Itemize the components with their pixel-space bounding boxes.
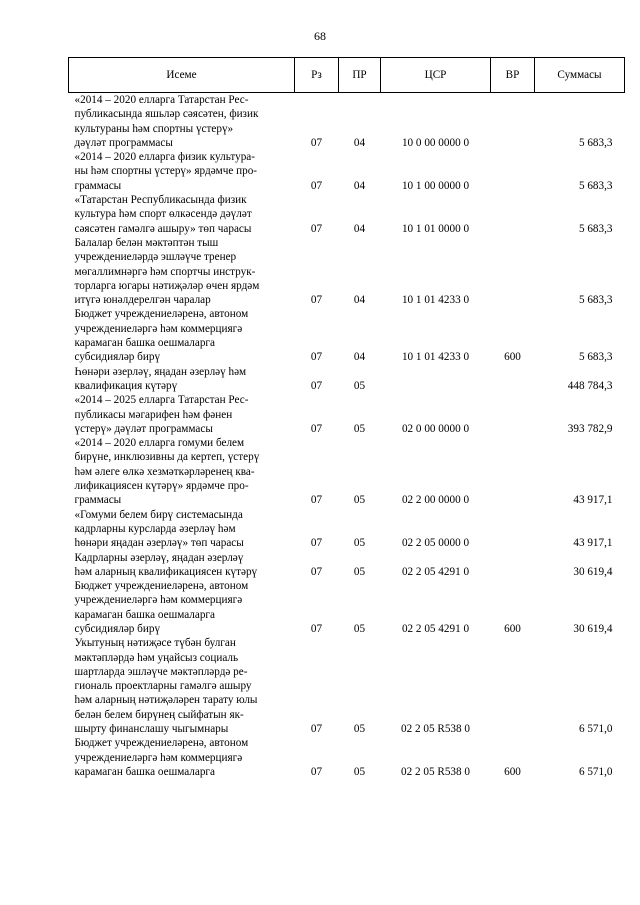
row-name-line: учреждениеләргә һәм коммерциягә [74, 594, 243, 607]
row-name [69, 93, 295, 151]
table-row [69, 236, 625, 307]
row-csr: 02 2 05 4291 0 [401, 565, 470, 578]
row-sum: 43 917,1 [573, 494, 613, 507]
header-sum: Суммасы [535, 58, 625, 93]
row-name-line: шырту финанслашу чыгымнары [74, 723, 229, 736]
row-csr: 02 2 05 4291 0 [401, 622, 470, 635]
table-header [69, 58, 625, 93]
row-name [69, 307, 295, 364]
row-name-line: торларга югары нәтиҗәләр өчен ярдәм [74, 279, 260, 292]
row-vr [491, 236, 535, 307]
header-vr: ВР [491, 58, 535, 93]
row-name-line: публикасы мәгарифен һәм фәнен [74, 408, 233, 421]
row-name [69, 636, 295, 736]
row-vr [491, 93, 535, 151]
table-row [69, 736, 625, 779]
row-vr [491, 551, 535, 580]
row-vr: 600 [504, 765, 521, 778]
row-sum: 43 917,1 [573, 537, 613, 550]
row-name [69, 393, 295, 436]
row-pr: 05 [353, 723, 366, 736]
row-name-line: сәясәтен гамәлгә ашыру» төп чарасы [74, 222, 252, 235]
row-sum: 30 619,4 [573, 565, 613, 578]
row-rz: 07 [310, 179, 323, 192]
row-sum: 5 683,3 [578, 136, 613, 149]
row-name-line: кадрларны курсларда әзерләү һәм [74, 522, 236, 535]
row-name-line: учреждениеләргә һәм коммерциягә [74, 322, 243, 335]
row-csr: 10 1 00 0000 0 [401, 179, 470, 192]
row-sum: 5 683,3 [578, 351, 613, 364]
row-pr: 05 [353, 422, 366, 435]
row-sum: 5 683,3 [578, 294, 613, 307]
row-rz: 07 [310, 537, 323, 550]
row-name-line: шартларда эшләүче мәктәпләрдә ре- [74, 665, 248, 678]
row-name-line: квалификация күтәрү [74, 379, 178, 392]
table-row [69, 93, 625, 151]
header-rz: Рз [295, 58, 339, 93]
row-pr: 04 [353, 294, 366, 307]
row-csr: 10 1 01 4233 0 [401, 351, 470, 364]
table-row [69, 307, 625, 364]
row-name-line: Бюджет учреждениеләренә, автоном [74, 308, 249, 321]
budget-table [68, 57, 625, 779]
table-row [69, 636, 625, 736]
row-name-line: һәм әлеге өлкә хезмәткәрләренең ква- [74, 465, 255, 478]
row-name-line: Бюджет учреждениеләренә, автоном [74, 580, 249, 593]
row-sum: 393 782,9 [567, 422, 613, 435]
row-name-line: гиональ проектларны гамәлгә ашыру [74, 680, 252, 693]
row-pr: 05 [353, 494, 366, 507]
row-name [69, 150, 295, 193]
row-name-line: граммасы [74, 494, 122, 507]
row-vr: 600 [504, 351, 521, 364]
table-row [69, 579, 625, 636]
row-csr [381, 365, 491, 394]
row-name-line: карамаган башка оешмаларга [74, 765, 215, 778]
table-row [69, 436, 625, 507]
row-rz: 07 [310, 422, 323, 435]
row-vr [491, 393, 535, 436]
row-name-line: Балалар белән мәктәптән тыш [74, 236, 219, 249]
row-vr [491, 636, 535, 736]
row-name-line: учреждениеләрдә эшләүче тренер [74, 251, 237, 264]
row-csr: 02 2 00 0000 0 [401, 494, 470, 507]
row-name [69, 551, 295, 580]
row-rz: 07 [310, 351, 323, 364]
row-csr: 10 0 00 0000 0 [401, 136, 470, 149]
table-row [69, 393, 625, 436]
row-name-line: «Гомуми белем бирү системасында [74, 508, 243, 521]
row-name-line: граммасы [74, 179, 122, 192]
row-csr: 10 1 01 4233 0 [401, 294, 470, 307]
row-vr [491, 193, 535, 236]
row-name-line: итүгә юнәлдерелгән чаралар [74, 294, 211, 307]
row-rz: 07 [310, 294, 323, 307]
row-name-line: учреждениеләргә һәм коммерциягә [74, 751, 243, 764]
row-name-line: культураны һәм спортны үстерү» [74, 122, 234, 135]
row-name-line: «2014 – 2020 елларга Татарстан Рес- [74, 94, 249, 106]
row-vr [491, 150, 535, 193]
row-name-line: «Татарстан Республикасында физик [74, 194, 247, 207]
row-name [69, 736, 295, 779]
row-sum: 30 619,4 [573, 622, 613, 635]
row-name-line: лификациясен күтәрү» ярдәмче про- [74, 480, 249, 493]
row-pr: 05 [353, 565, 366, 578]
row-sum: 5 683,3 [578, 179, 613, 192]
header-pr: ПР [339, 58, 381, 93]
row-name-line: үстерү» дәүләт программасы [74, 422, 213, 435]
row-name [69, 365, 295, 394]
row-name-line: субсидияләр бирү [74, 622, 161, 635]
row-rz: 07 [310, 136, 323, 149]
row-pr: 05 [353, 537, 366, 550]
row-name-line: «2014 – 2020 елларга гомуми белем [74, 437, 245, 450]
row-sum: 448 784,3 [567, 379, 613, 392]
table-row [69, 193, 625, 236]
row-name-line: субсидияләр бирү [74, 351, 161, 364]
row-name-line: Кадрларны әзерләү, яңадан әзерләү [74, 551, 244, 564]
row-name [69, 508, 295, 551]
header-csr: ЦСР [381, 58, 491, 93]
row-name-line: мөгаллимнәргә һәм спортчы инструк- [74, 265, 256, 278]
row-pr: 04 [353, 136, 366, 149]
row-name-line: Һөнәри әзерләү, яңадан әзерләү һәм [74, 365, 247, 378]
row-csr: 02 2 05 0000 0 [401, 537, 470, 550]
row-name-line: ны һәм спортны үстерү» ярдәмче про- [74, 165, 258, 178]
row-vr [491, 436, 535, 507]
row-rz: 07 [310, 622, 323, 635]
row-name [69, 579, 295, 636]
row-name-line: Укытуның нәтиҗәсе түбән булган [74, 637, 236, 650]
table-row [69, 365, 625, 394]
row-pr: 05 [353, 379, 366, 392]
row-name-line: публикасында яшьләр сәясәтен, физик [74, 108, 259, 121]
row-name-line: карамаган башка оешмаларга [74, 608, 215, 621]
row-name-line: Бюджет учреждениеләренә, автоном [74, 737, 249, 750]
row-rz: 07 [310, 379, 323, 392]
row-name-line: «2014 – 2025 елларга Татарстан Рес- [74, 394, 249, 407]
table-body [69, 93, 625, 780]
row-name-line: «2014 – 2020 елларга физик культура- [74, 151, 256, 164]
row-name-line: карамаган башка оешмаларга [74, 337, 215, 350]
row-name [69, 236, 295, 307]
row-name-line: һөнәри яңадан әзерләү» төп чарасы [74, 537, 244, 550]
table-row [69, 508, 625, 551]
row-name-line: дәүләт программасы [74, 136, 173, 149]
row-rz: 07 [310, 765, 323, 778]
table-row [69, 150, 625, 193]
row-sum: 5 683,3 [578, 222, 613, 235]
row-pr: 05 [353, 765, 366, 778]
page-number: 68 [314, 29, 326, 43]
row-csr: 10 1 01 0000 0 [401, 222, 470, 235]
row-pr: 04 [353, 351, 366, 364]
row-pr: 05 [353, 622, 366, 635]
row-sum: 6 571,0 [578, 723, 613, 736]
row-sum: 6 571,0 [578, 765, 613, 778]
row-rz: 07 [310, 494, 323, 507]
row-csr: 02 2 05 R538 0 [401, 765, 470, 778]
row-csr: 02 2 05 R538 0 [401, 723, 470, 736]
header-name: Исеме [69, 58, 295, 93]
row-rz: 07 [310, 723, 323, 736]
row-rz: 07 [310, 222, 323, 235]
table-row [69, 551, 625, 580]
row-vr [491, 365, 535, 394]
row-csr: 02 0 00 0000 0 [401, 422, 470, 435]
row-name-line: мәктәпләрдә һәм уңайсыз социаль [74, 651, 239, 664]
row-pr: 04 [353, 222, 366, 235]
row-name-line: һәм аларның квалификациясен күтәрү [74, 565, 258, 578]
row-name-line: бирүне, инклюзивны да кертеп, үстерү [74, 451, 260, 464]
row-name [69, 193, 295, 236]
row-name-line: белән белем бирүнең сыйфатын як- [74, 708, 244, 721]
row-name [69, 436, 295, 507]
row-name-line: культура һәм спорт өлкәсендә дәүләт [74, 208, 252, 221]
row-name-line: һәм аларның нәтиҗәләрен тарату юлы [74, 694, 258, 707]
row-vr: 600 [504, 622, 521, 635]
row-pr: 04 [353, 179, 366, 192]
row-vr [491, 508, 535, 551]
row-rz: 07 [310, 565, 323, 578]
